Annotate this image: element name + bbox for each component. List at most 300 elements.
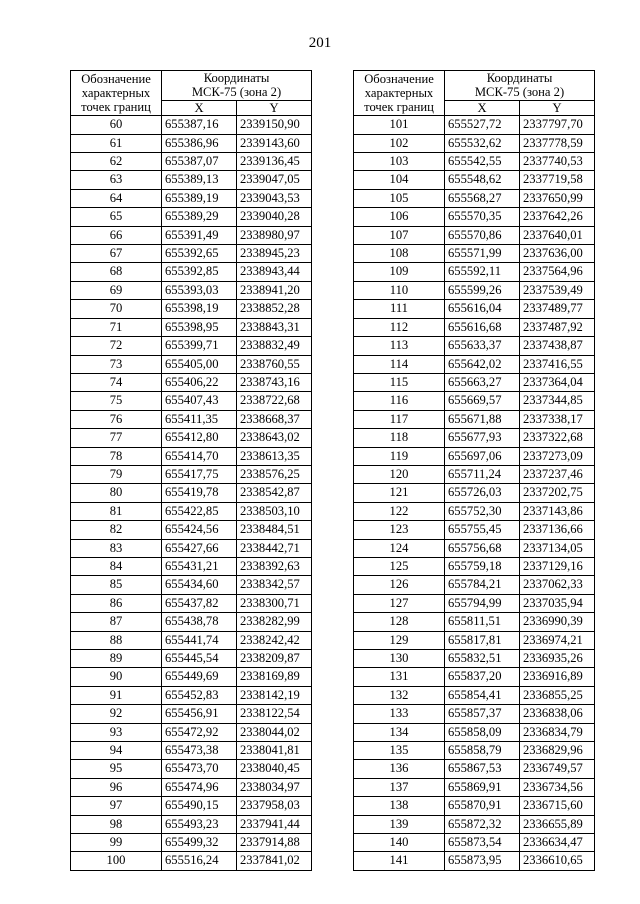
table-row (354, 373, 595, 391)
x-coordinate-cell: 655422,85 (162, 502, 237, 520)
x-coordinate-cell: 655756,68 (445, 539, 520, 557)
table-row (354, 576, 595, 594)
table-row (354, 742, 595, 760)
x-coordinate-cell: 655441,74 (162, 631, 237, 649)
x-coordinate-cell: 655642,02 (445, 355, 520, 373)
y-coordinate-cell: 2337914,88 (237, 834, 312, 852)
y-coordinate-cell: 2339150,90 (237, 116, 312, 134)
table-row (71, 134, 312, 152)
table-row (354, 686, 595, 704)
x-coordinate-cell: 655419,78 (162, 484, 237, 502)
x-column-header: X (445, 100, 520, 115)
point-number-cell: 74 (71, 373, 162, 391)
y-coordinate-cell: 2337134,05 (520, 539, 595, 557)
point-number-cell: 96 (71, 778, 162, 796)
point-number-cell: 134 (354, 723, 445, 741)
x-coordinate-cell: 655392,65 (162, 245, 237, 263)
table-row (71, 797, 312, 815)
coordinates-table-right (353, 70, 595, 871)
point-number-cell: 70 (71, 300, 162, 318)
point-number-cell: 89 (71, 650, 162, 668)
table-row (71, 226, 312, 244)
point-number-cell: 124 (354, 539, 445, 557)
y-coordinate-cell: 2336935,26 (520, 650, 595, 668)
point-designation-header (71, 71, 162, 116)
y-coordinate-cell: 2339136,45 (237, 153, 312, 171)
x-coordinate-cell: 655389,29 (162, 208, 237, 226)
x-coordinate-cell: 655873,95 (445, 852, 520, 870)
point-number-cell: 69 (71, 281, 162, 299)
point-number-cell: 66 (71, 226, 162, 244)
table-row (354, 318, 595, 336)
point-number-cell: 86 (71, 594, 162, 612)
table-row (354, 778, 595, 796)
y-column-header: Y (237, 100, 312, 115)
point-number-cell: 112 (354, 318, 445, 336)
y-coordinate-cell: 2336916,89 (520, 668, 595, 686)
point-number-cell: 84 (71, 557, 162, 575)
point-label-line-2: характерных (364, 85, 434, 100)
point-number-cell: 118 (354, 429, 445, 447)
point-number-cell: 71 (71, 318, 162, 336)
x-coordinate-cell: 655755,45 (445, 521, 520, 539)
y-coordinate-cell: 2338034,97 (237, 778, 312, 796)
point-number-cell: 85 (71, 576, 162, 594)
y-coordinate-cell: 2336734,56 (520, 778, 595, 796)
point-number-cell: 125 (354, 557, 445, 575)
x-coordinate-cell: 655784,21 (445, 576, 520, 594)
x-coordinate-cell: 655398,95 (162, 318, 237, 336)
table-row (71, 815, 312, 833)
y-coordinate-cell: 2338943,44 (237, 263, 312, 281)
table-row (354, 594, 595, 612)
y-coordinate-cell: 2338832,49 (237, 337, 312, 355)
y-coordinate-cell: 2338503,10 (237, 502, 312, 520)
x-coordinate-cell: 655857,37 (445, 705, 520, 723)
x-coordinate-cell: 655570,86 (445, 226, 520, 244)
table-row (354, 613, 595, 631)
y-coordinate-cell: 2338442,71 (237, 539, 312, 557)
coordinates-title-line-2: МСК-75 (зона 2) (191, 85, 282, 100)
point-number-cell: 102 (354, 134, 445, 152)
table-row (354, 484, 595, 502)
point-number-cell: 83 (71, 539, 162, 557)
table-row (71, 705, 312, 723)
y-coordinate-cell: 2336829,96 (520, 742, 595, 760)
table-row (71, 447, 312, 465)
x-coordinate-cell: 655490,15 (162, 797, 237, 815)
x-coordinate-cell: 655424,56 (162, 521, 237, 539)
x-coordinate-cell: 655493,23 (162, 815, 237, 833)
x-coordinate-cell: 655412,80 (162, 429, 237, 447)
x-coordinate-cell: 655548,62 (445, 171, 520, 189)
point-number-cell: 137 (354, 778, 445, 796)
y-coordinate-cell: 2337539,49 (520, 281, 595, 299)
point-number-cell: 139 (354, 815, 445, 833)
x-coordinate-cell: 655473,38 (162, 742, 237, 760)
point-number-cell: 95 (71, 760, 162, 778)
point-number-cell: 116 (354, 392, 445, 410)
point-number-cell: 120 (354, 465, 445, 483)
point-number-cell: 87 (71, 613, 162, 631)
table-row (71, 521, 312, 539)
y-coordinate-cell: 2337322,68 (520, 429, 595, 447)
x-coordinate-cell: 655872,32 (445, 815, 520, 833)
x-coordinate-cell: 655726,03 (445, 484, 520, 502)
x-coordinate-cell: 655398,19 (162, 300, 237, 318)
table-row (71, 613, 312, 631)
coordinates-header (162, 71, 312, 101)
table-row (71, 245, 312, 263)
y-coordinate-cell: 2338576,25 (237, 465, 312, 483)
x-coordinate-cell: 655431,21 (162, 557, 237, 575)
page-number: 201 (308, 35, 332, 51)
x-coordinate-cell: 655406,22 (162, 373, 237, 391)
y-coordinate-cell: 2338300,71 (237, 594, 312, 612)
point-number-cell: 138 (354, 797, 445, 815)
x-coordinate-cell: 655832,51 (445, 650, 520, 668)
point-number-cell: 129 (354, 631, 445, 649)
x-coordinate-cell: 655811,51 (445, 613, 520, 631)
x-coordinate-cell: 655571,99 (445, 245, 520, 263)
x-coordinate-cell: 655452,83 (162, 686, 237, 704)
x-coordinate-cell: 655663,27 (445, 373, 520, 391)
point-number-cell: 99 (71, 834, 162, 852)
point-number-cell: 122 (354, 502, 445, 520)
table-row (71, 392, 312, 410)
y-column-header: Y (520, 100, 595, 115)
y-coordinate-cell: 2336838,06 (520, 705, 595, 723)
y-coordinate-cell: 2338722,68 (237, 392, 312, 410)
point-number-cell: 135 (354, 742, 445, 760)
y-coordinate-cell: 2337237,46 (520, 465, 595, 483)
point-number-cell: 94 (71, 742, 162, 760)
y-coordinate-cell: 2338122,54 (237, 705, 312, 723)
point-number-cell: 72 (71, 337, 162, 355)
point-number-cell: 113 (354, 337, 445, 355)
table-row (71, 263, 312, 281)
point-label-line-3: точек границ (81, 100, 151, 115)
x-coordinate-cell: 655437,82 (162, 594, 237, 612)
table-row (71, 337, 312, 355)
table-row (71, 355, 312, 373)
point-number-cell: 90 (71, 668, 162, 686)
table-row (71, 668, 312, 686)
table-row (71, 778, 312, 796)
table-row (71, 429, 312, 447)
x-coordinate-cell: 655532,62 (445, 134, 520, 152)
coordinates-header (445, 71, 595, 101)
table-row (354, 705, 595, 723)
x-coordinate-cell: 655414,70 (162, 447, 237, 465)
point-number-cell: 107 (354, 226, 445, 244)
x-coordinate-cell: 655499,32 (162, 834, 237, 852)
y-coordinate-cell: 2337719,58 (520, 171, 595, 189)
point-number-cell: 82 (71, 521, 162, 539)
point-number-cell: 109 (354, 263, 445, 281)
x-coordinate-cell: 655386,96 (162, 134, 237, 152)
table-row (354, 208, 595, 226)
point-number-cell: 123 (354, 521, 445, 539)
coordinates-table-body (71, 116, 312, 871)
y-coordinate-cell: 2338484,51 (237, 521, 312, 539)
y-coordinate-cell: 2338613,35 (237, 447, 312, 465)
y-coordinate-cell: 2337636,00 (520, 245, 595, 263)
table-row (354, 650, 595, 668)
coordinates-title-line-2: МСК-75 (зона 2) (474, 85, 565, 100)
y-coordinate-cell: 2337273,09 (520, 447, 595, 465)
x-column-header: X (162, 100, 237, 115)
table-row (354, 797, 595, 815)
x-coordinate-cell: 655711,24 (445, 465, 520, 483)
y-coordinate-cell: 2338242,42 (237, 631, 312, 649)
point-number-cell: 104 (354, 171, 445, 189)
point-number-cell: 136 (354, 760, 445, 778)
table-row (71, 594, 312, 612)
table-row (354, 337, 595, 355)
y-coordinate-cell: 2337640,01 (520, 226, 595, 244)
point-number-cell: 61 (71, 134, 162, 152)
y-coordinate-cell: 2339043,53 (237, 189, 312, 207)
table-row (354, 134, 595, 152)
x-coordinate-cell: 655389,19 (162, 189, 237, 207)
table-row (354, 668, 595, 686)
table-row (354, 502, 595, 520)
x-coordinate-cell: 655516,24 (162, 852, 237, 870)
point-number-cell: 115 (354, 373, 445, 391)
table-row (354, 465, 595, 483)
y-coordinate-cell: 2338668,37 (237, 410, 312, 428)
y-coordinate-cell: 2336990,39 (520, 613, 595, 631)
point-number-cell: 100 (71, 852, 162, 870)
table-row (354, 834, 595, 852)
x-coordinate-cell: 655677,93 (445, 429, 520, 447)
x-coordinate-cell: 655794,99 (445, 594, 520, 612)
y-coordinate-cell: 2337364,04 (520, 373, 595, 391)
point-number-cell: 93 (71, 723, 162, 741)
y-coordinate-cell: 2338041,81 (237, 742, 312, 760)
x-coordinate-cell: 655570,35 (445, 208, 520, 226)
point-number-cell: 119 (354, 447, 445, 465)
table-row (71, 153, 312, 171)
table-row (71, 686, 312, 704)
y-coordinate-cell: 2336610,65 (520, 852, 595, 870)
y-coordinate-cell: 2338542,87 (237, 484, 312, 502)
table-row (354, 815, 595, 833)
y-coordinate-cell: 2339040,28 (237, 208, 312, 226)
coordinates-table-body (354, 116, 595, 871)
point-number-cell: 110 (354, 281, 445, 299)
y-coordinate-cell: 2337136,66 (520, 521, 595, 539)
y-coordinate-cell: 2338342,57 (237, 576, 312, 594)
point-number-cell: 91 (71, 686, 162, 704)
x-coordinate-cell: 655869,91 (445, 778, 520, 796)
table-row (354, 410, 595, 428)
table-row (71, 502, 312, 520)
y-coordinate-cell: 2337416,55 (520, 355, 595, 373)
x-coordinate-cell: 655449,69 (162, 668, 237, 686)
y-coordinate-cell: 2337438,87 (520, 337, 595, 355)
table-row (71, 171, 312, 189)
x-coordinate-cell: 655616,68 (445, 318, 520, 336)
x-coordinate-cell: 655592,11 (445, 263, 520, 281)
table-row (71, 631, 312, 649)
x-coordinate-cell: 655527,72 (445, 116, 520, 134)
table-row (354, 281, 595, 299)
table-row (71, 539, 312, 557)
y-coordinate-cell: 2338282,99 (237, 613, 312, 631)
y-coordinate-cell: 2338040,45 (237, 760, 312, 778)
point-number-cell: 132 (354, 686, 445, 704)
x-coordinate-cell: 655392,85 (162, 263, 237, 281)
table-row (354, 300, 595, 318)
point-number-cell: 92 (71, 705, 162, 723)
point-label-line-2: характерных (81, 85, 151, 100)
x-coordinate-cell: 655474,96 (162, 778, 237, 796)
point-number-cell: 73 (71, 355, 162, 373)
point-designation-header (354, 71, 445, 116)
point-number-cell: 64 (71, 189, 162, 207)
table-row (71, 300, 312, 318)
y-coordinate-cell: 2337740,53 (520, 153, 595, 171)
table-row (71, 410, 312, 428)
y-coordinate-cell: 2338392,63 (237, 557, 312, 575)
x-coordinate-cell: 655472,92 (162, 723, 237, 741)
y-coordinate-cell: 2338643,02 (237, 429, 312, 447)
y-coordinate-cell: 2336855,25 (520, 686, 595, 704)
x-coordinate-cell: 655389,13 (162, 171, 237, 189)
point-number-cell: 101 (354, 116, 445, 134)
y-coordinate-cell: 2339047,05 (237, 171, 312, 189)
point-number-cell: 114 (354, 355, 445, 373)
x-coordinate-cell: 655867,53 (445, 760, 520, 778)
table-row (71, 723, 312, 741)
point-number-cell: 60 (71, 116, 162, 134)
point-number-cell: 65 (71, 208, 162, 226)
point-label-line-1: Обозначение (81, 71, 151, 86)
table-row (354, 760, 595, 778)
table-row (354, 539, 595, 557)
y-coordinate-cell: 2337778,59 (520, 134, 595, 152)
point-number-cell: 127 (354, 594, 445, 612)
point-number-cell: 79 (71, 465, 162, 483)
y-coordinate-cell: 2338169,89 (237, 668, 312, 686)
x-coordinate-cell: 655837,20 (445, 668, 520, 686)
y-coordinate-cell: 2336715,60 (520, 797, 595, 815)
table-row (354, 171, 595, 189)
point-number-cell: 128 (354, 613, 445, 631)
table-row (71, 834, 312, 852)
y-coordinate-cell: 2337797,70 (520, 116, 595, 134)
point-label-line-3: точек границ (364, 100, 434, 115)
table-row (71, 465, 312, 483)
x-coordinate-cell: 655633,37 (445, 337, 520, 355)
y-coordinate-cell: 2336834,79 (520, 723, 595, 741)
point-number-cell: 103 (354, 153, 445, 171)
coordinates-title-line-1: Координаты (486, 71, 553, 85)
table-row (71, 281, 312, 299)
point-number-cell: 133 (354, 705, 445, 723)
x-coordinate-cell: 655387,16 (162, 116, 237, 134)
x-coordinate-cell: 655697,06 (445, 447, 520, 465)
table-row (71, 650, 312, 668)
x-coordinate-cell: 655616,04 (445, 300, 520, 318)
x-coordinate-cell: 655473,70 (162, 760, 237, 778)
y-coordinate-cell: 2338743,16 (237, 373, 312, 391)
y-coordinate-cell: 2338941,20 (237, 281, 312, 299)
point-number-cell: 108 (354, 245, 445, 263)
point-number-cell: 121 (354, 484, 445, 502)
table-row (71, 318, 312, 336)
table-row (71, 742, 312, 760)
y-coordinate-cell: 2336655,89 (520, 815, 595, 833)
point-number-cell: 130 (354, 650, 445, 668)
x-coordinate-cell: 655411,35 (162, 410, 237, 428)
y-coordinate-cell: 2339143,60 (237, 134, 312, 152)
table-row (354, 116, 595, 134)
table-row (354, 723, 595, 741)
point-number-cell: 117 (354, 410, 445, 428)
table-row (354, 263, 595, 281)
y-coordinate-cell: 2337487,92 (520, 318, 595, 336)
y-coordinate-cell: 2338209,87 (237, 650, 312, 668)
point-number-cell: 140 (354, 834, 445, 852)
y-coordinate-cell: 2336749,57 (520, 760, 595, 778)
point-number-cell: 111 (354, 300, 445, 318)
x-coordinate-cell: 655438,78 (162, 613, 237, 631)
y-coordinate-cell: 2337642,26 (520, 208, 595, 226)
point-number-cell: 81 (71, 502, 162, 520)
coordinates-table-left (70, 70, 312, 871)
coordinates-title-line-1: Координаты (203, 71, 270, 85)
point-number-cell: 131 (354, 668, 445, 686)
y-coordinate-cell: 2338843,31 (237, 318, 312, 336)
x-coordinate-cell: 655417,75 (162, 465, 237, 483)
y-coordinate-cell: 2338852,28 (237, 300, 312, 318)
point-number-cell: 105 (354, 189, 445, 207)
y-coordinate-cell: 2338044,02 (237, 723, 312, 741)
table-row (71, 373, 312, 391)
table-row (354, 245, 595, 263)
table-row (71, 852, 312, 870)
y-coordinate-cell: 2336974,21 (520, 631, 595, 649)
x-coordinate-cell: 655568,27 (445, 189, 520, 207)
table-row (354, 447, 595, 465)
x-coordinate-cell: 655391,49 (162, 226, 237, 244)
point-number-cell: 63 (71, 171, 162, 189)
point-number-cell: 76 (71, 410, 162, 428)
table-row (354, 521, 595, 539)
y-coordinate-cell: 2337941,44 (237, 815, 312, 833)
table-row (71, 576, 312, 594)
y-coordinate-cell: 2338980,97 (237, 226, 312, 244)
x-coordinate-cell: 655445,54 (162, 650, 237, 668)
x-coordinate-cell: 655399,71 (162, 337, 237, 355)
table-row (354, 852, 595, 870)
y-coordinate-cell: 2337650,99 (520, 189, 595, 207)
x-coordinate-cell: 655456,91 (162, 705, 237, 723)
y-coordinate-cell: 2337035,94 (520, 594, 595, 612)
x-coordinate-cell: 655599,26 (445, 281, 520, 299)
x-coordinate-cell: 655542,55 (445, 153, 520, 171)
table-row (354, 557, 595, 575)
y-coordinate-cell: 2337958,03 (237, 797, 312, 815)
table-row (71, 189, 312, 207)
table-row (354, 631, 595, 649)
table-row (71, 484, 312, 502)
x-coordinate-cell: 655752,30 (445, 502, 520, 520)
x-coordinate-cell: 655427,66 (162, 539, 237, 557)
